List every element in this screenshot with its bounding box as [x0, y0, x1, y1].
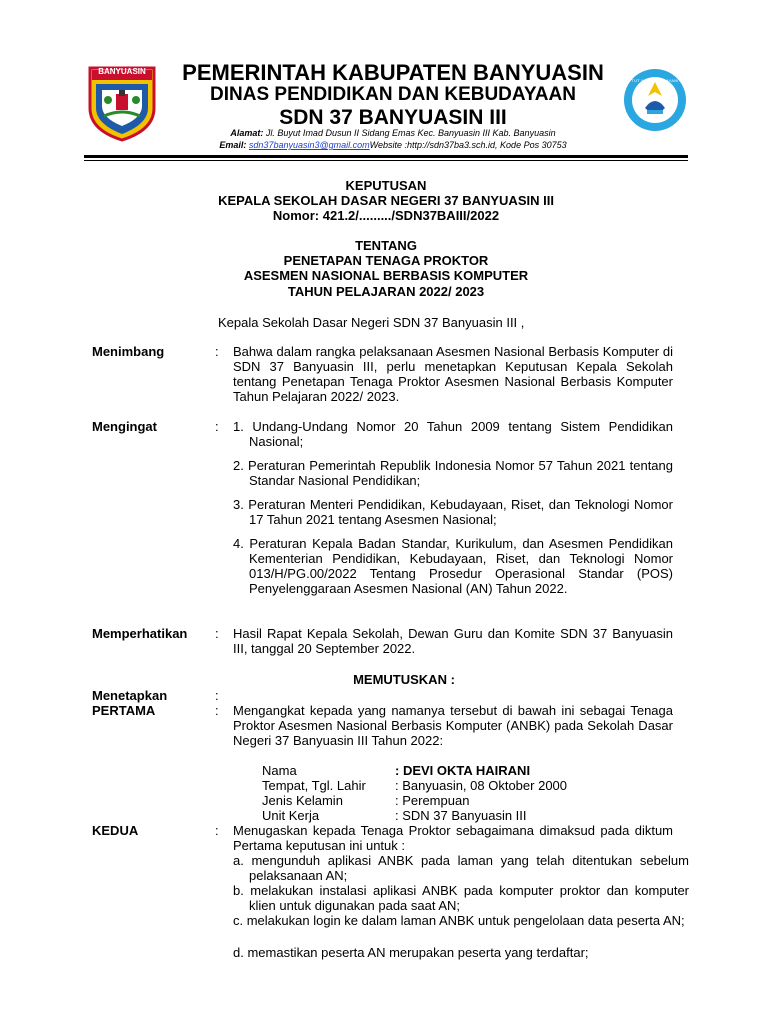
- field-nama-label: Nama: [262, 763, 297, 778]
- label-memperhatikan: Memperhatikan: [92, 626, 188, 641]
- label-pertama: PERTAMA: [92, 703, 156, 718]
- label-kedua: KEDUA: [92, 823, 139, 838]
- letterhead-divider-thin: [84, 160, 688, 161]
- field-unit-kerja-value: : SDN 37 Banyuasin III: [395, 808, 527, 823]
- mengingat-item-4: 4. Peraturan Kepala Badan Standar, Kurikulum, dan Asesmen Pendidikan Kementerian Pendidikan, Kebudayaan, Riset, dan Teknologi Nomor 013/H/PG.00/2022 Tentang Prosedur Operasional Standar (POS) Penyelenggaraan Asesmen Nasional (AN) Tahun 2022.: [233, 536, 673, 596]
- logo-tut-wuri-handayani: [622, 64, 688, 136]
- colon-menimbang: :: [215, 344, 219, 359]
- menimbang-text: Bahwa dalam rangka pelaksanaan Asesmen Nasional Berbasis Komputer di SDN 37 Banyuasin III, perlu menetapkan Keputusan Kepala Sekolah tentang Penetapan Tenaga Proktor Asesmen Nasional Berbasis Komputer Tahun Pelajaran 2022/ 2023.: [233, 344, 673, 404]
- letterhead-department: DINAS PENDIDIKAN DAN KEBUDAYAAN: [210, 84, 576, 105]
- email-label: Email:: [219, 140, 247, 150]
- colon-memperhatikan: :: [215, 626, 219, 641]
- title-kepala-sekolah: KEPALA SEKOLAH DASAR NEGERI 37 BANYUASIN III: [218, 193, 554, 208]
- opening-line: Kepala Sekolah Dasar Negeri SDN 37 Banyuasin III ,: [218, 315, 525, 330]
- mengingat-item-1: 1. Undang-Undang Nomor 20 Tahun 2009 tentang Sistem Pendidikan Nasional;: [233, 419, 673, 449]
- field-jenis-kelamin-label: Jenis Kelamin: [262, 793, 343, 808]
- colon-pertama: :: [215, 703, 219, 718]
- letterhead-address: [140, 128, 646, 139]
- field-ttl-label: Tempat, Tgl. Lahir: [262, 778, 366, 793]
- label-menimbang: Menimbang: [92, 344, 165, 359]
- website-text: Website :http://sdn37ba3.sch.id, Kode Pos 30753: [369, 140, 567, 150]
- letterhead-government: PEMERINTAH KABUPATEN BANYUASIN: [182, 60, 604, 85]
- colon-menetapkan: :: [215, 688, 219, 703]
- pertama-text: Mengangkat kepada yang namanya tersebut di bawah ini sebagai Tenaga Proktor Asesmen Nasional Berbasis Komputer (ANBK) pada Sekolah Dasar Negeri 37 Banyuasin III Tahun 2022:: [233, 703, 673, 748]
- kedua-item-c: c. melakukan login ke dalam laman ANBK untuk pengelolaan data peserta AN;: [233, 913, 685, 928]
- title-penetapan: PENETAPAN TENAGA PROKTOR: [283, 253, 489, 268]
- address-label: Alamat:: [230, 128, 264, 138]
- email-link[interactable]: sdn37banyuasin3@gmail.com: [248, 140, 370, 150]
- field-nama-value: : DEVI OKTA HAIRANI: [395, 763, 531, 778]
- title-tahun-pelajaran: TAHUN PELAJARAN 2022/ 2023: [287, 284, 485, 299]
- label-mengingat: Mengingat: [92, 419, 157, 434]
- kedua-item-d: d. memastikan peserta AN merupakan peserta yang terdaftar;: [233, 945, 589, 960]
- field-ttl-value: : Banyuasin, 08 Oktober 2000: [395, 778, 568, 793]
- memutuskan-heading: MEMUTUSKAN :: [353, 672, 455, 687]
- mengingat-item-3: 3. Peraturan Menteri Pendidikan, Kebudayaan, Riset, dan Teknologi Nomor 17 Tahun 2021 tentang Asesmen Nasional;: [233, 497, 673, 527]
- logo-tut-wuri-text: TUT WURI HANDAYANI: [631, 78, 679, 83]
- colon-kedua: :: [215, 823, 219, 838]
- title-keputusan: KEPUTUSAN: [345, 178, 427, 193]
- letterhead-contact: [140, 140, 646, 151]
- letterhead-divider: [84, 155, 688, 158]
- field-jenis-kelamin-value: : Perempuan: [395, 793, 470, 808]
- label-menetapkan: Menetapkan: [92, 688, 168, 703]
- kedua-item-b: b. melakukan instalasi aplikasi ANBK pada komputer proktor dan komputer klien untuk digunakan pada saat AN;: [233, 883, 689, 913]
- mengingat-item-2: 2. Peraturan Pemerintah Republik Indonesia Nomor 57 Tahun 2021 tentang Standar Nasional Pendidikan;: [233, 458, 673, 488]
- logo-banyuasin-text: BANYUASIN: [98, 67, 146, 76]
- kedua-item-a: a. mengunduh aplikasi ANBK pada laman yang telah ditentukan sebelum pelaksanaan AN;: [233, 853, 689, 883]
- letterhead-school: SDN 37 BANYUASIN III: [279, 106, 507, 129]
- kedua-text: Menugaskan kepada Tenaga Proktor sebagaimana dimaksud pada diktum Pertama keputusan ini untuk :: [233, 823, 673, 853]
- address-text: Jl. Buyut Imad Dusun II Sidang Emas Kec. Banyuasin III Kab. Banyuasin: [265, 128, 556, 138]
- title-asesmen: ASESMEN NASIONAL BERBASIS KOMPUTER: [243, 268, 529, 283]
- title-tentang: TENTANG: [355, 238, 417, 253]
- field-unit-kerja-label: Unit Kerja: [262, 808, 320, 823]
- colon-mengingat: :: [215, 419, 219, 434]
- memperhatikan-text: Hasil Rapat Kepala Sekolah, Dewan Guru dan Komite SDN 37 Banyuasin III, tanggal 20 September 2022.: [233, 626, 673, 656]
- title-nomor: Nomor: 421.2/........./SDN37BAIII/2022: [272, 208, 500, 223]
